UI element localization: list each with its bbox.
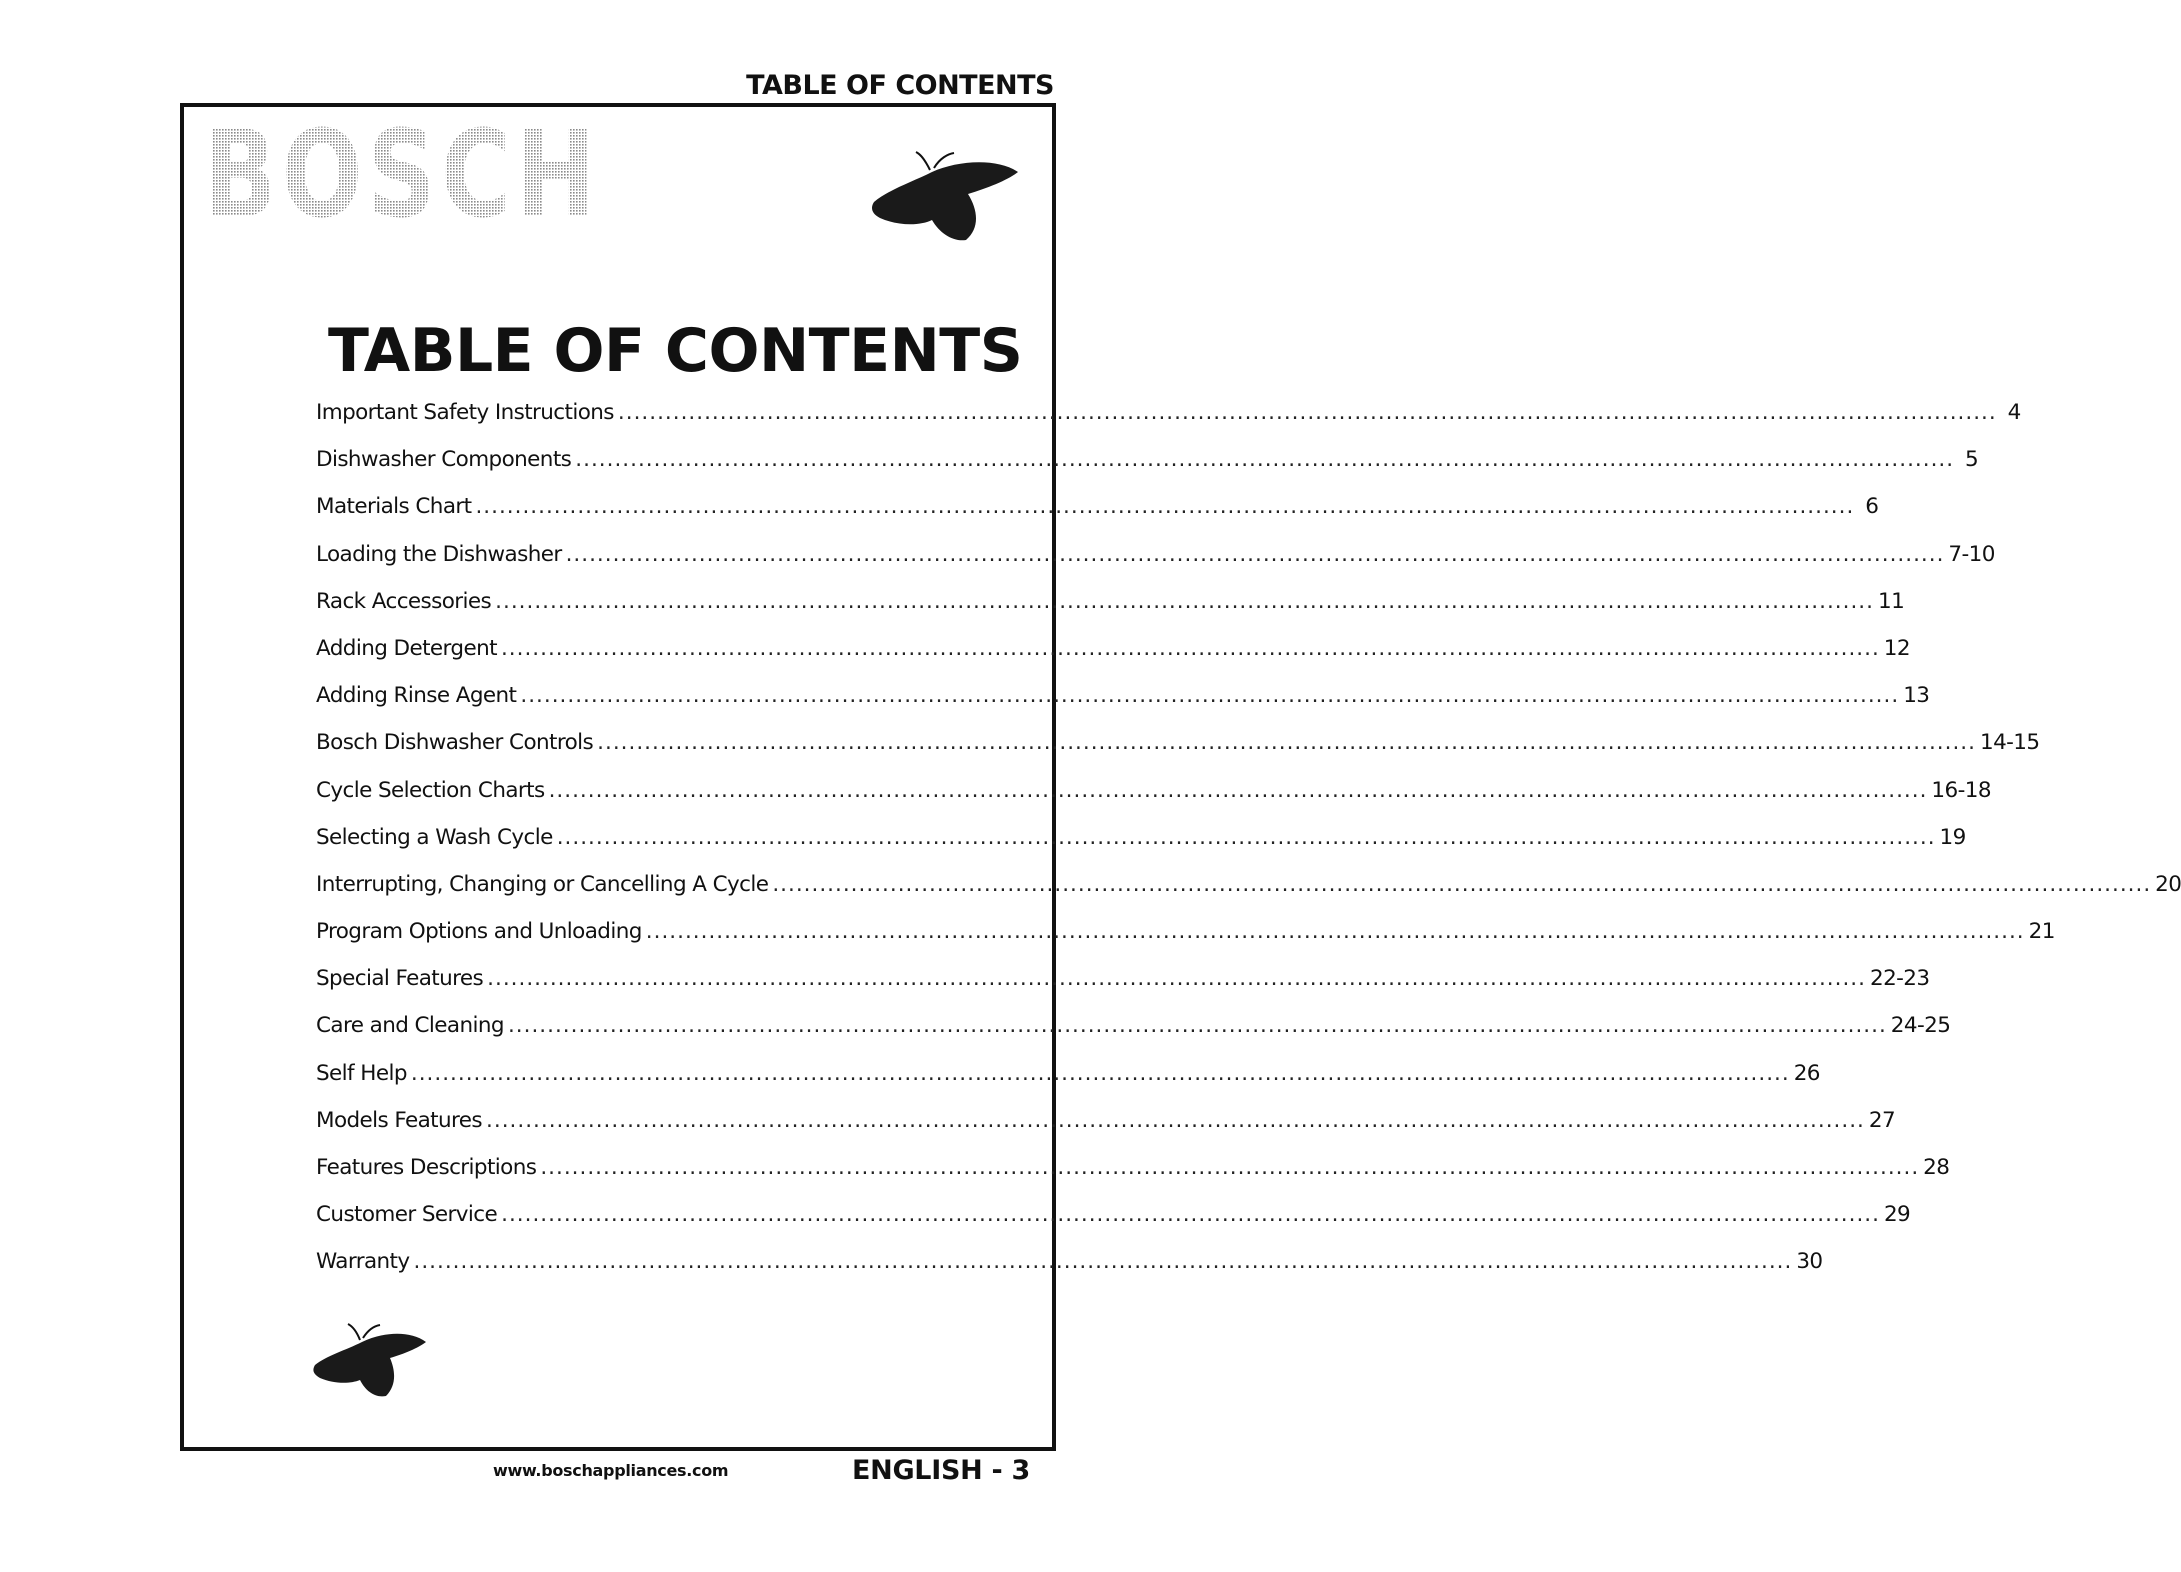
toc-entry-page: 22-23 [1869,966,1930,992]
toc-entry [316,400,2021,447]
toc-entry [316,1249,1823,1296]
toc-dot-leader [618,400,1997,425]
toc-entry-label: Care and Cleaning [316,1013,504,1039]
toc-dot-leader [501,636,1880,661]
toc-dot-leader [549,778,1928,803]
butterfly-icon [310,1322,430,1400]
toc-dot-leader [646,919,2025,944]
toc-dot-leader [501,1202,1880,1227]
toc-dot-leader [487,966,1866,991]
toc-entry-page: 21 [2028,919,2055,945]
toc-entry [316,1107,1896,1155]
toc-entry-page: 24-25 [1890,1013,1951,1039]
toc-entry-label: Self Help [316,1060,407,1086]
toc-entry-label: Special Features [316,966,484,992]
toc-dot-leader [566,542,1945,567]
toc-entry-page: 29 [1883,1202,1911,1228]
toc-entry-label: Important Safety Instructions [316,400,614,425]
bosch-logo [204,106,604,245]
toc-entry-label: Features Descriptions [316,1155,537,1180]
toc-entry-label: Rack Accessories [316,588,492,614]
toc-list [316,400,2181,1297]
toc-dot-leader [414,1249,1793,1274]
toc-entry-label: Customer Service [316,1202,498,1228]
toc-entry-page: 16-18 [1931,777,1991,803]
toc-entry-label: Selecting a Wash Cycle [316,824,553,850]
page-number-label: ENGLISH - 3 [852,1455,1030,1486]
toc-entry-page: 28 [1923,1155,1950,1180]
toc-entry-page: 12 [1883,635,1910,661]
toc-entry [316,1155,1950,1202]
toc-entry [316,683,1930,730]
toc-entry [316,1202,1911,1249]
toc-dot-leader [772,872,2151,897]
toc-entry [316,447,1979,494]
toc-entry-label: Bosch Dishwasher Controls [316,730,594,756]
toc-dot-leader [557,825,1936,850]
toc-entry [316,1013,1951,1060]
toc-entry-label: Models Features [316,1107,483,1133]
toc-entry [316,635,1910,683]
page-title: TABLE OF CONTENTS [328,316,1023,386]
toc-entry [316,541,1995,589]
toc-entry-label: Interrupting, Changing or Cancelling A Cycle [316,871,769,897]
toc-dot-leader [508,1013,1887,1038]
toc-dot-leader [540,1155,1919,1180]
toc-dot-leader [575,447,1954,472]
toc-entry-label: Dishwasher Components [316,447,572,473]
toc-entry-page: 7-10 [1948,541,1995,567]
toc-entry-page: 27 [1868,1107,1896,1133]
toc-entry-label: Cycle Selection Charts [316,777,545,803]
toc-entry-label: Warranty [316,1249,410,1275]
toc-entry [316,777,1991,825]
toc-dot-leader [597,730,1976,755]
toc-entry [316,824,1966,872]
toc-entry-page: 30 [1796,1249,1823,1275]
toc-entry-label: Adding Detergent [316,635,497,661]
website-url: www.boschappliances.com [493,1461,729,1480]
toc-dot-leader [475,494,1854,519]
toc-dot-leader [520,683,1899,708]
toc-entry-label: Adding Rinse Agent [316,683,517,709]
toc-entry [316,494,1879,541]
toc-entry [316,730,2040,777]
toc-entry-page: 6 [1865,494,1879,520]
toc-entry [316,588,1905,636]
toc-entry [316,1060,1820,1108]
toc-entry [316,919,2055,966]
butterfly-icon [868,150,1023,245]
toc-entry-page: 11 [1877,588,1905,614]
toc-entry-label: Materials Chart [316,494,472,520]
toc-entry-page: 13 [1903,683,1930,709]
toc-entry-page: 14-15 [1979,730,2040,756]
toc-entry-label: Program Options and Unloading [316,919,642,945]
toc-entry [316,966,1930,1013]
toc-entry-page: 4 [2007,400,2021,425]
toc-entry-page: 26 [1793,1060,1820,1086]
toc-dot-leader [411,1061,1790,1086]
toc-entry-page: 20 [2155,871,2181,897]
running-header-title: TABLE OF CONTENTS [746,70,1054,101]
toc-dot-leader [495,589,1874,614]
toc-entry-label: Loading the Dishwasher [316,541,562,567]
toc-entry [316,871,2181,919]
svg-text:BOSCH: BOSCH [204,106,600,245]
toc-dot-leader [486,1108,1865,1133]
toc-entry-page: 5 [1965,447,1979,473]
toc-entry-page: 19 [1939,824,1966,850]
